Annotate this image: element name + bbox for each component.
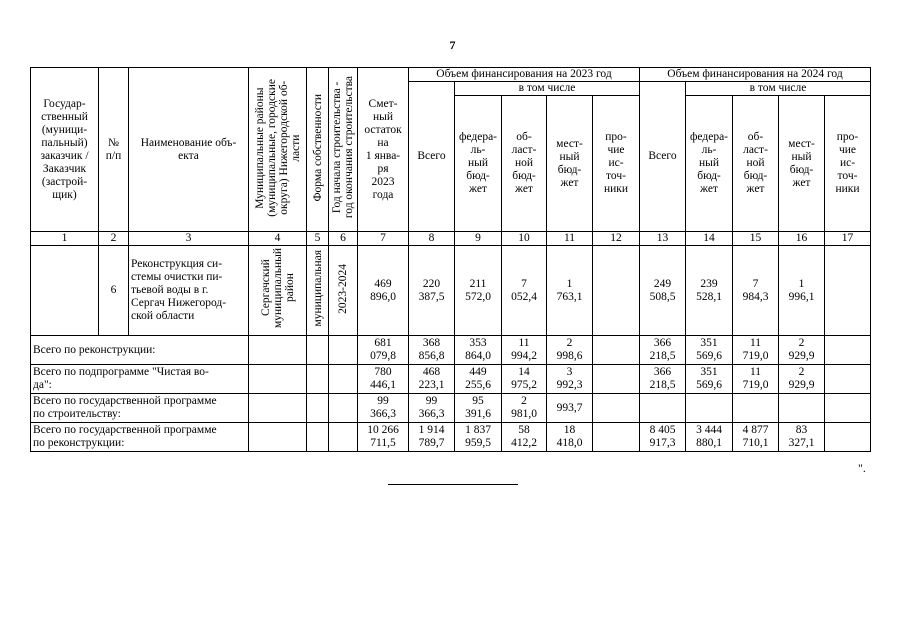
object-regional-2023: 7 052,4 — [502, 246, 547, 336]
summary-label: Всего по реконструкции: — [31, 336, 249, 365]
summary-row — [31, 423, 871, 452]
header-fin-2023: Объем финансирования на 2023 год — [409, 68, 640, 82]
object-federal-2023: 211 572,0 — [455, 246, 502, 336]
summary-row — [31, 394, 871, 423]
summary-value: 780 446,1 — [358, 365, 409, 394]
summary-value: 95 391,6 — [455, 394, 502, 423]
header-customer: Государ- ственный (муници- пальный) заказчик / Заказчик (застрой- щик) — [31, 68, 99, 232]
summary-value: 366 218,5 — [640, 336, 686, 365]
summary-value — [825, 394, 871, 423]
summary-value — [825, 423, 871, 452]
header-years: Год начала строительства - год окончания строительства — [329, 68, 358, 232]
summary-value — [593, 423, 640, 452]
summary-value: 14 975,2 — [502, 365, 547, 394]
summary-value — [825, 365, 871, 394]
object-customer — [31, 246, 99, 336]
summary-value: 99 366,3 — [358, 394, 409, 423]
summary-value — [593, 365, 640, 394]
col-number: 13 — [640, 232, 686, 246]
summary-value — [686, 394, 733, 423]
summary-value: 993,7 — [547, 394, 593, 423]
object-name: Реконструкция си- стемы очистки пи- тьевой воды в г. Сергач Нижегород- ской области — [129, 246, 249, 336]
header-other-2023: про- чие ис- точ- ники — [593, 96, 640, 232]
col-number: 12 — [593, 232, 640, 246]
col-number: 2 — [99, 232, 129, 246]
col-number: 4 — [249, 232, 307, 246]
summary-value: 2 929,9 — [779, 336, 825, 365]
object-district: Сергачский муниципальный район — [249, 246, 307, 336]
summary-value: 449 255,6 — [455, 365, 502, 394]
summary-row — [31, 365, 871, 394]
header-fin-2024: Объем финансирования на 2024 год — [640, 68, 871, 82]
header-ownership: Форма собственности — [307, 68, 329, 232]
object-total-2024: 249 508,5 — [640, 246, 686, 336]
header-local-2023: мест- ный бюд- жет — [547, 96, 593, 232]
header-local-2024: мест- ный бюд- жет — [779, 96, 825, 232]
page-number: 7 — [449, 38, 456, 52]
object-local-2023: 1 763,1 — [547, 246, 593, 336]
object-num: 6 — [99, 246, 129, 336]
col-number: 7 — [358, 232, 409, 246]
col-number: 14 — [686, 232, 733, 246]
summary-label: Всего по подпрограмме "Чистая во- да": — [31, 365, 249, 394]
summary-value — [733, 394, 779, 423]
header-object-name: Наименование объ- екта — [129, 68, 249, 232]
object-other-2023 — [593, 246, 640, 336]
summary-value — [640, 394, 686, 423]
col-number: 5 — [307, 232, 329, 246]
header-other-2024: про- чие ис- точ- ники — [825, 96, 871, 232]
object-regional-2024: 7 984,3 — [733, 246, 779, 336]
col-number: 8 — [409, 232, 455, 246]
header-federal-2024: федера- ль- ный бюд- жет — [686, 96, 733, 232]
summary-value: 366 218,5 — [640, 365, 686, 394]
object-balance: 469 896,0 — [358, 246, 409, 336]
summary-value: 8 405 917,3 — [640, 423, 686, 452]
summary-value — [593, 336, 640, 365]
summary-value: 368 856,8 — [409, 336, 455, 365]
col-number: 1 — [31, 232, 99, 246]
header-including-2023: в том числе — [455, 82, 640, 96]
summary-label: Всего по государственной программе по реконструкции: — [31, 423, 249, 452]
summary-value: 1 914 789,7 — [409, 423, 455, 452]
object-total-2023: 220 387,5 — [409, 246, 455, 336]
footer-divider — [388, 484, 518, 485]
summary-value — [593, 394, 640, 423]
summary-value: 58 412,2 — [502, 423, 547, 452]
summary-value — [779, 394, 825, 423]
summary-value: 11 719,0 — [733, 365, 779, 394]
header-total-2024: Всего — [640, 82, 686, 232]
summary-value: 99 366,3 — [409, 394, 455, 423]
object-row — [31, 246, 871, 336]
summary-value: 11 719,0 — [733, 336, 779, 365]
summary-value: 1 837 959,5 — [455, 423, 502, 452]
summary-label: Всего по государственной программе по строительству: — [31, 394, 249, 423]
financing-table — [30, 67, 871, 452]
summary-value: 351 569,6 — [686, 336, 733, 365]
object-local-2024: 1 996,1 — [779, 246, 825, 336]
header-regional-2024: об- ласт- ной бюд- жет — [733, 96, 779, 232]
col-number: 16 — [779, 232, 825, 246]
header-balance: Смет- ный остаток на 1 янва- ря 2023 года — [358, 68, 409, 232]
closing-quote: ". — [858, 461, 866, 475]
summary-value: 3 444 880,1 — [686, 423, 733, 452]
summary-value: 353 864,0 — [455, 336, 502, 365]
column-numbers-row — [31, 232, 871, 246]
summary-value: 3 992,3 — [547, 365, 593, 394]
summary-value: 2 981,0 — [502, 394, 547, 423]
object-federal-2024: 239 528,1 — [686, 246, 733, 336]
col-number: 9 — [455, 232, 502, 246]
summary-row — [31, 336, 871, 365]
header-including-2024: в том числе — [686, 82, 871, 96]
summary-value: 18 418,0 — [547, 423, 593, 452]
col-number: 6 — [329, 232, 358, 246]
object-years: 2023-2024 — [329, 246, 358, 336]
header-federal-2023: федера- ль- ный бюд- жет — [455, 96, 502, 232]
object-other-2024 — [825, 246, 871, 336]
header-districts: Муниципальные районы (муниципальные, городские округа) Нижегородской об- ласти — [249, 68, 307, 232]
summary-value: 83 327,1 — [779, 423, 825, 452]
header-num: № п/п — [99, 68, 129, 232]
summary-value: 468 223,1 — [409, 365, 455, 394]
col-number: 3 — [129, 232, 249, 246]
col-number: 15 — [733, 232, 779, 246]
summary-value: 681 079,8 — [358, 336, 409, 365]
col-number: 10 — [502, 232, 547, 246]
col-number: 17 — [825, 232, 871, 246]
object-ownership: муниципальная — [307, 246, 329, 336]
summary-value: 10 266 711,5 — [358, 423, 409, 452]
summary-value — [825, 336, 871, 365]
summary-value: 2 929,9 — [779, 365, 825, 394]
summary-value: 2 998,6 — [547, 336, 593, 365]
header-total-2023: Всего — [409, 82, 455, 232]
header-regional-2023: об- ласт- ной бюд- жет — [502, 96, 547, 232]
summary-value: 351 569,6 — [686, 365, 733, 394]
summary-value: 11 994,2 — [502, 336, 547, 365]
col-number: 11 — [547, 232, 593, 246]
summary-value: 4 877 710,1 — [733, 423, 779, 452]
